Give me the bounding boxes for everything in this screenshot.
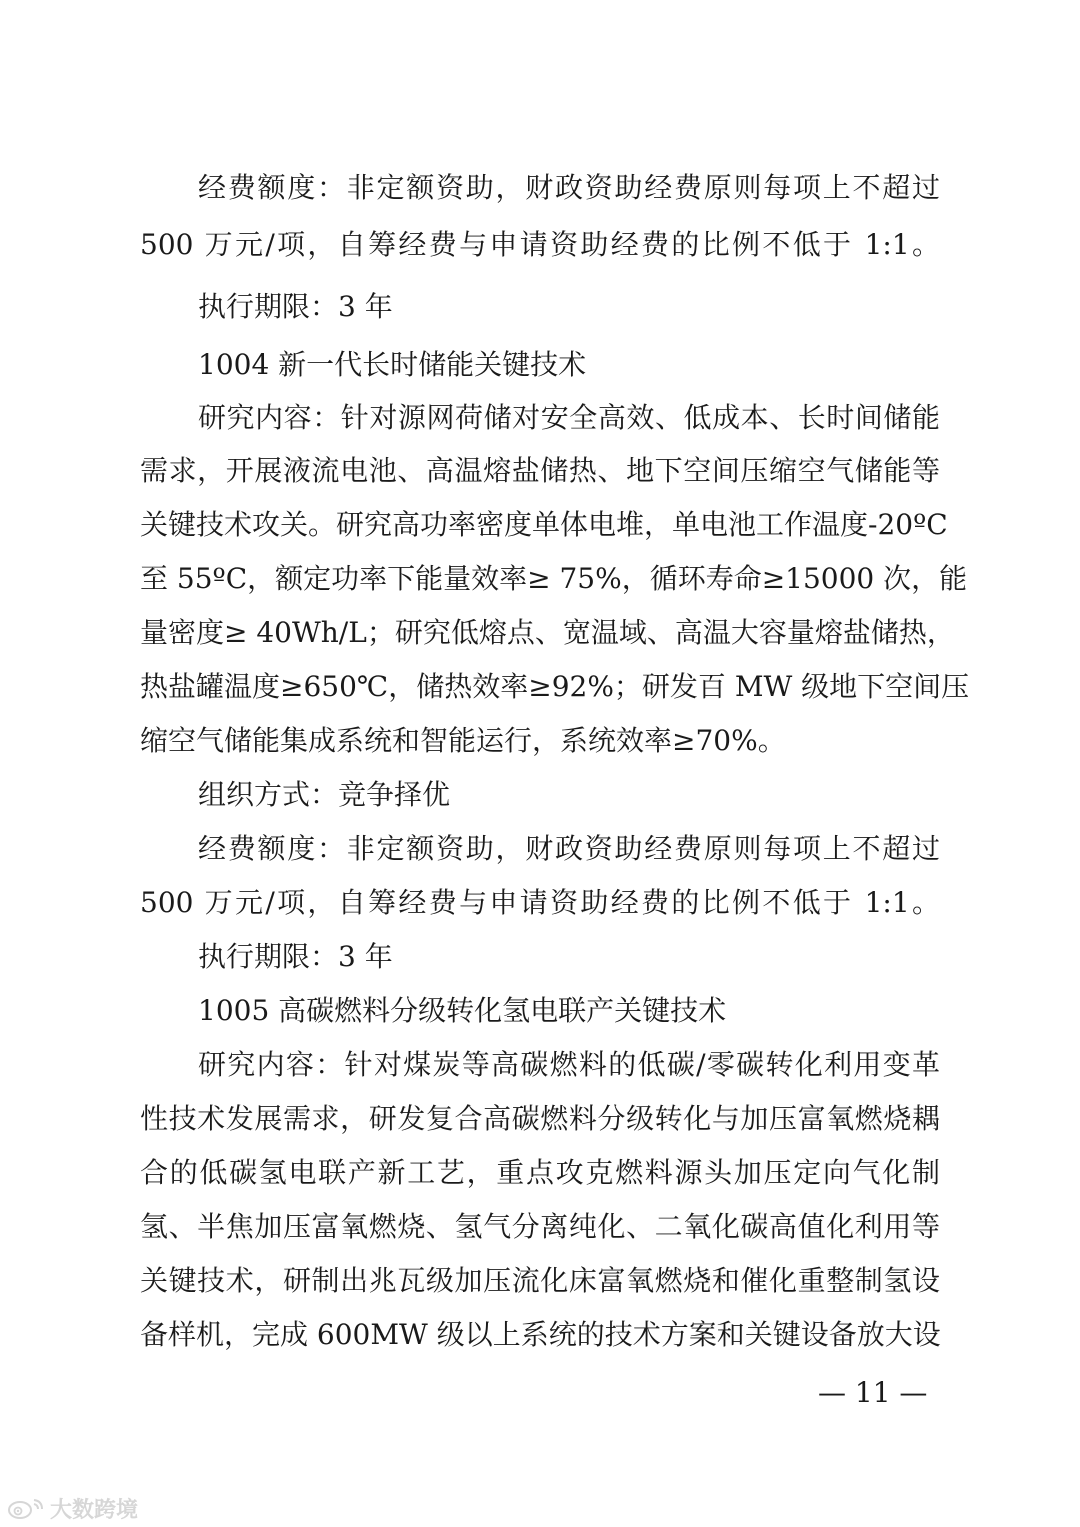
paragraph-line-period-2: 执行期限：3 年	[198, 940, 393, 973]
paragraph-line-funding-2: 500 万元/项，自筹经费与申请资助经费的比例不低于 1:1。	[140, 228, 940, 261]
watermark	[6, 1494, 138, 1522]
paragraph-line-funding-4: 500 万元/项，自筹经费与申请资助经费的比例不低于 1:1。	[140, 886, 940, 919]
paragraph-line-research-2: 需求，开展液流电池、高温熔盐储热、地下空间压缩空气储能等	[140, 454, 940, 487]
paragraph-line-research-13: 备样机，完成 600MW 级以上系统的技术方案和关键设备放大设	[140, 1318, 941, 1351]
section-heading-1005: 1005 高碳燃料分级转化氢电联产关键技术	[198, 994, 727, 1027]
paragraph-line-research-8: 研究内容：针对煤炭等高碳燃料的低碳/零碳转化利用变革	[198, 1048, 940, 1081]
paragraph-line-research-6: 热盐罐温度≥650℃，储热效率≥92%；研发百 MW 级地下空间压	[140, 670, 970, 703]
paragraph-line-period: 执行期限：3 年	[198, 290, 393, 323]
section-heading-1004: 1004 新一代长时储能关键技术	[198, 348, 587, 381]
watermark-text: 大数跨境	[50, 1497, 139, 1523]
paragraph-line-research-10: 合的低碳氢电联产新工艺，重点攻克燃料源头加压定向气化制	[140, 1156, 940, 1189]
paragraph-line-research-3: 关键技术攻关。研究高功率密度单体电堆，单电池工作温度-20ºC	[140, 508, 948, 541]
paragraph-line-research-9: 性技术发展需求，研发复合高碳燃料分级转化与加压富氧燃烧耦	[140, 1102, 940, 1135]
paragraph-line-funding-1: 经费额度：非定额资助，财政资助经费原则每项上不超过	[198, 171, 940, 204]
paragraph-line-funding-3: 经费额度：非定额资助，财政资助经费原则每项上不超过	[198, 832, 940, 865]
paragraph-line-organization: 组织方式：竞争择优	[198, 778, 451, 811]
paragraph-line-research-5: 量密度≥ 40Wh/L；研究低熔点、宽温域、高温大容量熔盐储热，	[140, 616, 955, 649]
paragraph-line-research-11: 氢、半焦加压富氧燃烧、氢气分离纯化、二氧化碳高值化利用等	[140, 1210, 940, 1243]
paragraph-line-research-12: 关键技术，研制出兆瓦级加压流化床富氧燃烧和催化重整制氢设	[140, 1264, 940, 1297]
paragraph-line-research-1: 研究内容：针对源网荷储对安全高效、低成本、长时间储能	[198, 401, 940, 434]
paragraph-line-research-7: 缩空气储能集成系统和智能运行，系统效率≥70%。	[140, 724, 786, 757]
weibo-logo-icon	[6, 1496, 46, 1520]
paragraph-line-research-4: 至 55ºC，额定功率下能量效率≥ 75%，循环寿命≥15000 次，能	[140, 562, 968, 595]
page-number: — 11 —	[818, 1376, 928, 1409]
